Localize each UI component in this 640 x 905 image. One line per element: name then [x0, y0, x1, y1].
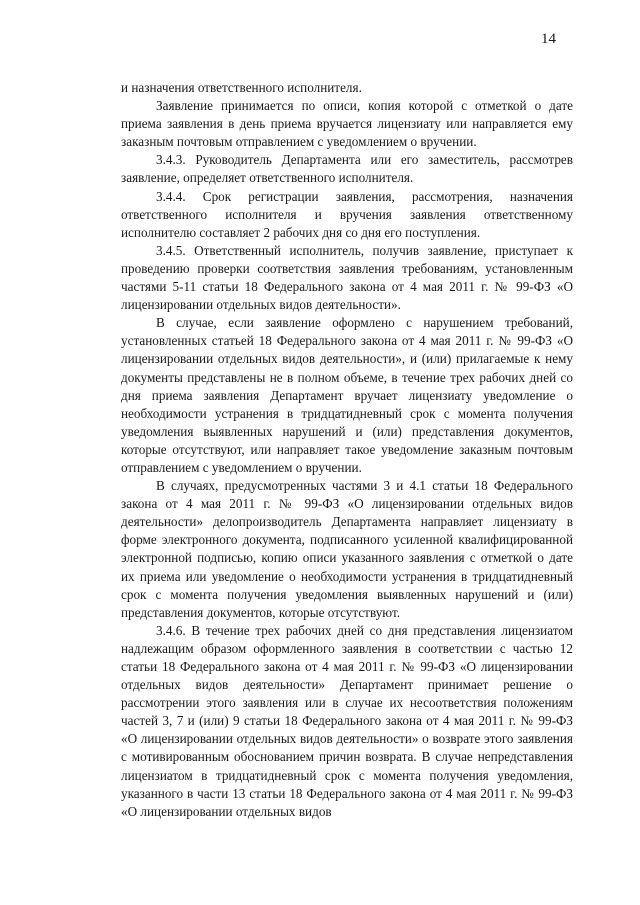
page-number: 14 — [541, 31, 556, 47]
paragraph-3-4-3: 3.4.3. Руководитель Департамента или его заместитель, рассмотрев заявление, определяет ответственного исполнителя. — [121, 152, 573, 186]
paragraph-electronic-notice: В случаях, предусмотренных частями 3 и 4.1 статьи 18 Федерального закона от 4 мая 2011 г. № 99-ФЗ «О лицензировании отдельных видов деятельности» делопроизводитель Департамента направляет лицензиату в форме электронного документа, подписанного усиленной квалифицированной электронной подписью, копию описи указанного заявления с отметкой о дате их приема или уведомление о необходимости устранения в тридцатидневный срок с момента получения уведомления выявленных нарушений и (или) представления документов, которые отсутствуют. — [121, 478, 573, 620]
paragraph-continuation: и назначения ответственного исполнителя. — [121, 80, 362, 95]
paragraph-violation-notice: В случае, если заявление оформлено с нарушением требований, установленных статьей 18 Федерального закона от 4 мая 2011 г. № 99-ФЗ «О лицензировании отдельных видов деятельности», и (или) прилагаемые к нему документы представлены не в полном объеме, в течение трех рабочих дней со дня приема заявления Департамент вручает лицензиату уведомление о необходимости устранения в тридцатидневный срок с момента получения уведомления выявленных нарушений и (или) представления документов, которые отсутствуют, или направляет такое уведомление заказным почтовым отправлением с уведомлением о вручении. — [121, 315, 573, 475]
paragraph-3-4-5: 3.4.5. Ответственный исполнитель, получив заявление, приступает к проведению проверки соответствия заявления требованиям, установленным частями 5-11 статьи 18 Федерального закона от 4 мая 2011 г. № 99-ФЗ «О лицензировании отдельных видов деятельности». — [121, 242, 573, 313]
paragraph-3-4-6: 3.4.6. В течение трех рабочих дней со дня представления лицензиатом надлежащим образом оформленного заявления в соответствии с частью 12 статьи 18 Федерального закона от 4 мая 2011 г. № 99-ФЗ «О лицензировании отдельных видов деятельности» Департамент принимает решение о рассмотрении этого заявления или в случае их несоответствия положениям частей 3, 7 и (или) 9 статьи 18 Федерального закона от 4 мая 2011 г. № 99-ФЗ «О лицензировании отдельных видов деятельности» о возврате этого заявления с мотивированным обоснованием причин возврата. В случае непредставления лицензиатом в тридцатидневный срок с момента получения уведомления, указанного в части 13 статьи 18 Федерального закона от 4 мая 2011 г. № 99-ФЗ «О лицензировании отдельных видов — [121, 622, 573, 819]
document-body — [121, 79, 573, 821]
paragraph-3-4-4: 3.4.4. Срок регистрации заявления, рассмотрения, назначения ответственного исполнителя и вручения заявления ответственному исполнителю составляет 2 рабочих дня со дня его поступления. — [121, 188, 573, 240]
paragraph-application-acceptance: Заявление принимается по описи, копия которой с отметкой о дате приема заявления в день приема вручается лицензиату или направляется ему заказным почтовым отправлением с уведомлением о вручении. — [121, 98, 573, 150]
